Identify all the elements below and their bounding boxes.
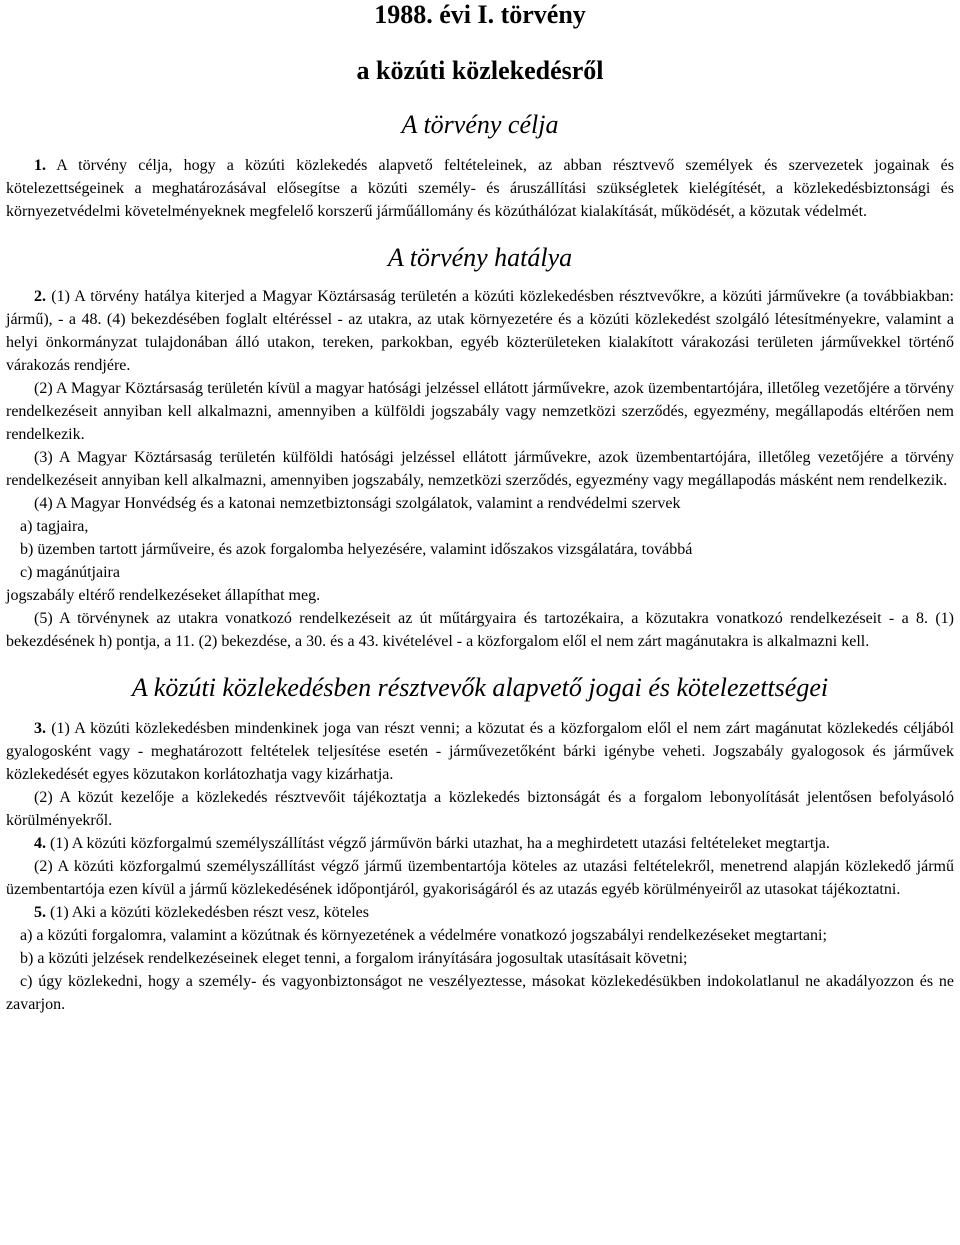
list-item-5-a: a) a közúti forgalomra, valamint a közútnak és környezetének a védelmére vonatkozó jogszabályi rendelkezéseket megtartani;	[20, 927, 827, 944]
section-heading-rights: A közúti közlekedésben résztvevők alapvető jogai és kötelezettségei	[131, 673, 829, 702]
paragraph-3-2: (2) A közút kezelője a közlekedés résztvevőit tájékoztatja a közlekedés biztonságát és a forgalom lebonyolítását jelentősen befolyásoló körülményekről.	[6, 789, 954, 829]
list-item-5-c: c) úgy közlekedni, hogy a személy- és vagyonbiztonságot ne veszélyeztesse, másokat közlekedésükben indokolatlanul ne akadályozzon és ne zavarjon.	[6, 973, 954, 1013]
paragraph-2-3: (3) A Magyar Köztársaság területén külföldi hatósági jelzéssel ellátott járművekre, azok üzembentartójára, illetőleg vezetőjére a törvény rendelkezéseit annyiban kell alkalmazni, amennyiben jogszabály, nemzetközi szerződés, egyezmény vagy megállapodás másként nem rendelkezik.	[6, 449, 954, 489]
document-title: 1988. évi I. törvény	[374, 0, 586, 29]
paragraph-2-1: 2. (1) A törvény hatálya kiterjed a Magyar Köztársaság területén a közúti közlekedésben résztvevőkre, a közúti járművekre (a továbbiakban: jármű), - a 48. (4) bekezdésében foglalt eltéréssel - az utakra, az utak környezetére és a közúti közlekedést szolgáló létesítményekre, valamint a helyi önkormányzat tulajdonában álló utakon, tereken, parkokban, egyéb közterületeken kialakított várakozási területen járművekkel történő várakozás rendjére.	[6, 288, 954, 374]
section-heading-scope: A törvény hatálya	[387, 243, 573, 272]
paragraph-number: 2.	[34, 288, 46, 305]
paragraph-number: 3.	[34, 720, 46, 737]
paragraph-2-4-end: jogszabály eltérő rendelkezéseket állapíthat meg.	[6, 587, 321, 604]
paragraph-3-1: 3. (1) A közúti közlekedésben mindenkinek joga van részt venni; a közutat és a közforgalom elől el nem zárt magánutat közlekedés céljából gyalogosként vagy - meghatározott feltételek teljesítése esetén - járművezetőként bárki igénybe veheti. Jogszabály gyalogosok és járművek közlekedését egyes közutakon korlátozhatja vagy kizárhatja.	[6, 720, 954, 783]
paragraph-5-1: 5. (1) Aki a közúti közlekedésben részt vesz, köteles	[34, 904, 369, 921]
paragraph-4-1: 4. (1) A közúti közforgalmú személyszállítást végző járművön bárki utazhat, ha a meghirdetett utazási feltételeket megtartja.	[34, 835, 830, 852]
paragraph-2-5: (5) A törvénynek az utakra vonatkozó rendelkezéseit az út műtárgyaira és tartozékaira, a közutakra vonatkozó rendelkezéseit - a 8. (1) bekezdésének h) pontja, a 11. (2) bekezdése, a 30. és a 43. kivételével - a közforgalom elől el nem zárt magánutakra is alkalmazni kell.	[6, 610, 954, 650]
paragraph-number: 4.	[34, 835, 46, 852]
list-item-2-4-b: b) üzemben tartott járműveire, és azok forgalomba helyezésére, valamint időszakos vizsgálatára, továbbá	[20, 541, 693, 558]
paragraph-number: 1.	[34, 157, 46, 174]
paragraph-1: 1. A törvény célja, hogy a közúti közlekedés alapvető feltételeinek, az abban résztvevő személyek és szervezetek jogainak és kötelezettségeinek a meghatározásával elősegítse a közúti személy- és áruszállítási szükségletek kielégítését, a közlekedésbiztonsági és környezetvédelmi követelményeknek megfelelő korszerű járműállomány és közúthálózat kialakítását, működését, a közutak védelmét.	[6, 157, 954, 220]
list-item-2-4-c: c) magánútjaira	[20, 564, 120, 581]
paragraph-2-2: (2) A Magyar Köztársaság területén kívül a magyar hatósági jelzéssel ellátott járművekre, azok üzembentartójára, illetőleg vezetőjére a törvény rendelkezéseit annyiban kell alkalmazni, amennyiben a külföldi jogszabály vagy nemzetközi szerződés, egyezmény, megállapodás eltérően nem rendelkezik.	[6, 380, 954, 443]
list-item-5-b: b) a közúti jelzések rendelkezéseinek eleget tenni, a forgalom irányítására jogosultak utasításait követni;	[20, 950, 688, 967]
list-item-2-4-a: a) tagjaira,	[20, 518, 89, 535]
paragraph-number: 5.	[34, 904, 46, 921]
paragraph-2-4: (4) A Magyar Honvédség és a katonai nemzetbiztonsági szolgálatok, valamint a rendvédelmi szervek	[34, 495, 681, 512]
section-heading-purpose: A törvény célja	[401, 110, 559, 139]
document-subtitle: a közúti közlekedésről	[356, 56, 604, 85]
paragraph-4-2: (2) A közúti közforgalmú személyszállítást végző jármű üzembentartója köteles az utazási feltételekről, menetrend alapján közlekedő jármű üzembentartója ezen kívül a jármű közlekedésének időpontjáról, gyakoriságáról és az utazás egyéb körülményeiről az utasokat tájékoztatni.	[6, 858, 954, 898]
